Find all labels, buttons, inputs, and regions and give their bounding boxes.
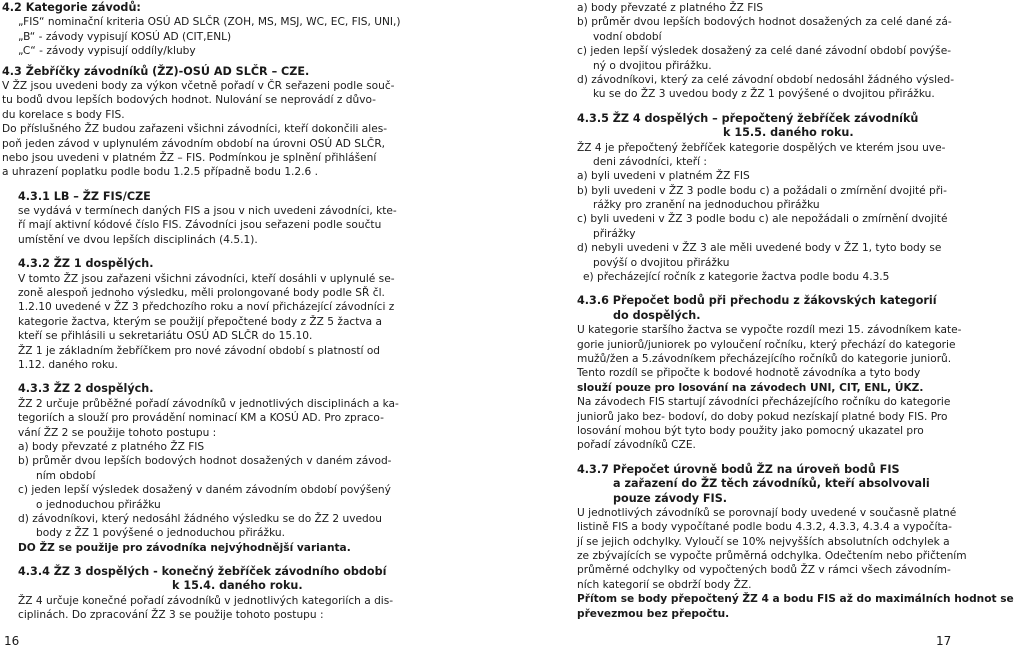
text-line: průměrné odchylky od vypočtených bodů ŽZ v rámci všech závodním- <box>577 564 951 577</box>
text-line: losování mohou být tyto body použity jako pomocný ukazatel pro <box>577 424 924 437</box>
left-page-text-column <box>2 1 402 623</box>
section-heading-line: 4.3.4 ŽZ 3 dospělých - konečný žebříček závodního období <box>18 565 387 579</box>
text-line: převezmou bez přepočtu. <box>577 607 730 620</box>
text-line: jí se jejich odchylky. Vyloučí se 10% nejvyšších absolutních odchylek a <box>577 535 950 548</box>
text-line: d) závodníkovi, který nedosáhl žádného výsledku se do ŽZ 2 uvedou <box>18 512 382 525</box>
text-line: b) průměr dvou lepších bodových hodnot dosažených za celé dané zá- <box>577 16 952 29</box>
text-line: Tento rozdíl se připočte k bodové hodnotě závodníka a tyto body <box>577 367 921 380</box>
section-heading-line: 4.3.5 ŽZ 4 dospělých – přepočtený žebříček závodníků <box>577 111 919 125</box>
text-line: mužů/žen a 5.závodníkem přecházejícího ročníků do kategorie juniorů. <box>577 352 952 365</box>
text-line: 1.2.10 uvedené v ŽZ 3 předchozího roku a noví přicházející závodníci z <box>18 301 395 314</box>
text-line: c) jeden lepší výsledek dosažený za celé dané závodní období povýše- <box>577 45 952 58</box>
text-line: body z ŽZ 1 povýšené o jednoduchou přirážku. <box>36 527 285 540</box>
section-heading-line: k 15.5. daného roku. <box>723 126 854 140</box>
text-line: ŽZ 1 je základním žebříčkem pro nové závodní období s platností od <box>18 344 381 357</box>
text-line: c) byli uvedeni v ŽZ 3 podle bodu c) ale nepožádali o zmírnění dvojité <box>577 213 948 226</box>
paragraph-spacer <box>2 555 402 565</box>
text-line: Přítom se body přepočtený ŽZ 4 a bodu FIS až do maximálních hodnot se <box>577 593 1014 606</box>
right-page <box>480 0 1014 654</box>
text-line: umístění ve dvou lepších disciplinách (4.5.1). <box>18 233 258 246</box>
section-heading-line: 4.3.6 Přepočet bodů při přechodu z žákovských kategorií <box>577 294 937 308</box>
text-line: kteří se přihlásili u sekretariátu OSÚ AD SLČR do 15.10. <box>18 330 313 343</box>
text-line: ciplinách. Do zpracování ŽZ 3 se použije tohoto postupu : <box>18 609 324 622</box>
text-line: přirážky <box>593 227 636 240</box>
text-line: Do příslušného ŽZ budou zařazeni všichni závodníci, kteří dokončili ales- <box>2 123 388 136</box>
text-line: vodní období <box>593 30 662 43</box>
text-line: V ŽZ jsou uvedeni body za výkon včetně pořadí v ČR seřazeni podle souč- <box>2 79 395 92</box>
text-line: „B“ - závody vypisují KOSÚ AD (CIT,ENL) <box>18 30 232 43</box>
text-line: kategorie žactva, kterým se použijí přepočtené body z ŽZ 5 žactva a <box>18 315 383 328</box>
text-line: d) závodníkovi, který za celé závodní období nedosáhl žádného výsled- <box>577 73 955 86</box>
text-line: ŽZ 4 je přepočtený žebříček kategorie dospělých ve kterém jsou uve- <box>577 141 946 154</box>
paragraph-spacer <box>577 102 957 112</box>
text-line: a) byli uvedeni v platném ŽZ FIS <box>577 170 750 183</box>
text-line: ří mají aktivní kódové číslo FIS. Závodníci jsou seřazeni podle součtu <box>18 219 382 232</box>
section-heading-line: a zařazení do ŽZ těch závodníků, kteří absolvovali <box>613 477 930 491</box>
text-line: rážky pro zranění na jednoduchou přirážku <box>593 199 820 212</box>
section-heading-line: pouze závody FIS. <box>613 491 727 505</box>
paragraph-spacer <box>2 180 402 190</box>
section-heading-line: do dospělých. <box>613 308 701 322</box>
text-line: ním období <box>36 469 96 482</box>
text-line: poň jeden závod v uplynulém závodním období na úrovni OSÚ AD SLČR, <box>2 137 386 150</box>
text-line: juniorů jako bez- bodoví, do doby pokud nezískají platné body FIS. Pro <box>577 410 948 423</box>
text-line: „C“ - závody vypisují oddíly/kluby <box>18 45 196 58</box>
section-heading-line: k 15.4. daného roku. <box>172 579 303 593</box>
text-line: ný o dvojitou přirážku. <box>593 59 712 72</box>
left-page <box>0 0 470 654</box>
text-line: a uhrazení poplatku podle bodu 1.2.5 případně bodu 1.2.6 . <box>2 166 319 179</box>
text-line: c) jeden lepší výsledek dosažený v daném závodním období povýšený <box>18 484 391 497</box>
text-line: gorie juniorů/juniorek po vyloučení ročníku, který přechází do kategorie <box>577 338 956 351</box>
paragraph-spacer <box>2 247 402 257</box>
text-line: pořadí závodníků CZE. <box>577 439 696 452</box>
paragraph-spacer <box>577 284 957 294</box>
text-line: povýší o dvojitou přirážku <box>593 256 730 269</box>
text-line: ních kategorií se obdrží body ŽZ. <box>577 578 752 591</box>
section-heading-line: 4.3.7 Přepočet úrovně bodů ŽZ na úroveň bodů FIS <box>577 462 900 476</box>
text-line: e) přecházející ročník z kategorie žactva podle bodu 4.3.5 <box>583 271 890 284</box>
page-number-right: 17 <box>936 634 952 648</box>
text-line: listině FIS a body vypočítané podle bodu 4.3.2, 4.3.3, 4.3.4 a vypočíta- <box>577 521 952 534</box>
text-line: a) body převzaté z platného ŽZ FIS <box>577 2 764 14</box>
text-line: tegoriích a slouží pro provádění nominací KM a KOSÚ AD. Pro zpraco- <box>18 412 384 425</box>
text-line: vání ŽZ 2 se použije tohoto postupu : <box>18 426 217 439</box>
section-heading-line: 4.3.2 ŽZ 1 dospělých. <box>18 257 154 271</box>
text-line: tu bodů dvou lepších bodových hodnot. Nulování se neprovádí z důvo- <box>2 94 376 107</box>
text-line: U jednotlivých závodníků se porovnají body uvedené v současně platné <box>577 506 957 519</box>
text-line: du korelace s body FIS. <box>2 108 125 121</box>
text-line: ŽZ 2 určuje průběžné pořadí závodníků v jednotlivých disciplinách a ka- <box>18 397 399 410</box>
paragraph-spacer <box>577 453 957 463</box>
text-line: b) byli uvedeni v ŽZ 3 podle bodu c) a požádali o zmírnění dvojité při- <box>577 184 947 197</box>
section-heading-line: 4.3.1 LB – ŽZ FIS/CZE <box>18 189 151 203</box>
text-line: slouží pouze pro losování na závodech UNI, CIT, ENL, ÚKZ. <box>577 381 924 394</box>
text-line: „FIS“ nominační kriteria OSÚ AD SLČR (ZOH, MS, MSJ, WC, EC, FIS, UNI,) <box>18 16 401 29</box>
text-line: V tomto ŽZ jsou zařazeni všichni závodníci, kteří dosáhli v uplynulé se- <box>18 272 395 285</box>
text-line: deni závodníci, kteří : <box>593 155 707 168</box>
text-line: o jednoduchou přirážku <box>36 498 161 511</box>
text-line: a) body převzaté z platného ŽZ FIS <box>18 440 205 453</box>
text-line: Na závodech FIS startují závodníci přecházejícího ročníku do kategorie <box>577 396 951 409</box>
text-line: ku se do ŽZ 3 uvedou body z ŽZ 1 povýšené o dvojitou přirážku. <box>593 88 935 101</box>
section-heading-line: 4.3 Žebříčky závodníků (ŽZ)-OSÚ AD SLČR – CZE. <box>2 64 310 78</box>
right-page-text-column <box>577 1 1014 621</box>
text-line: se vydává v termínech daných FIS a jsou v nich uvedeni závodníci, kte- <box>18 205 397 218</box>
text-line: ŽZ 4 určuje konečné pořadí závodníků v jednotlivých kategoriích a dis- <box>18 594 394 607</box>
section-heading-line: 4.3.3 ŽZ 2 dospělých. <box>18 382 154 396</box>
section-heading-line: 4.2 Kategorie závodů: <box>2 1 141 14</box>
text-line: ze zbývajících se vypočte průměrná odchylka. Odečtením nebo přičtením <box>577 550 967 563</box>
page-number-left: 16 <box>4 634 20 648</box>
text-line: d) nebyli uvedeni v ŽZ 3 ale měli uvedené body v ŽZ 1, tyto body se <box>577 242 942 255</box>
text-line: 1.12. daného roku. <box>18 358 118 371</box>
text-line: b) průměr dvou lepších bodových hodnot dosažených v daném závod- <box>18 455 392 468</box>
text-line: U kategorie staršího žactva se vypočte rozdíl mezi 15. závodníkem kate- <box>577 324 962 337</box>
paragraph-spacer <box>2 372 402 382</box>
text-line: DO ŽZ se použije pro závodníka nejvýhodnější varianta. <box>18 541 351 554</box>
text-line: zoně alespoň jednoho výsledku, měli prolongované body podle SŘ čl. <box>18 287 385 300</box>
text-line: nebo jsou uvedeni v platném ŽZ – FIS. Podmínkou je splnění přihlášení <box>2 151 377 164</box>
